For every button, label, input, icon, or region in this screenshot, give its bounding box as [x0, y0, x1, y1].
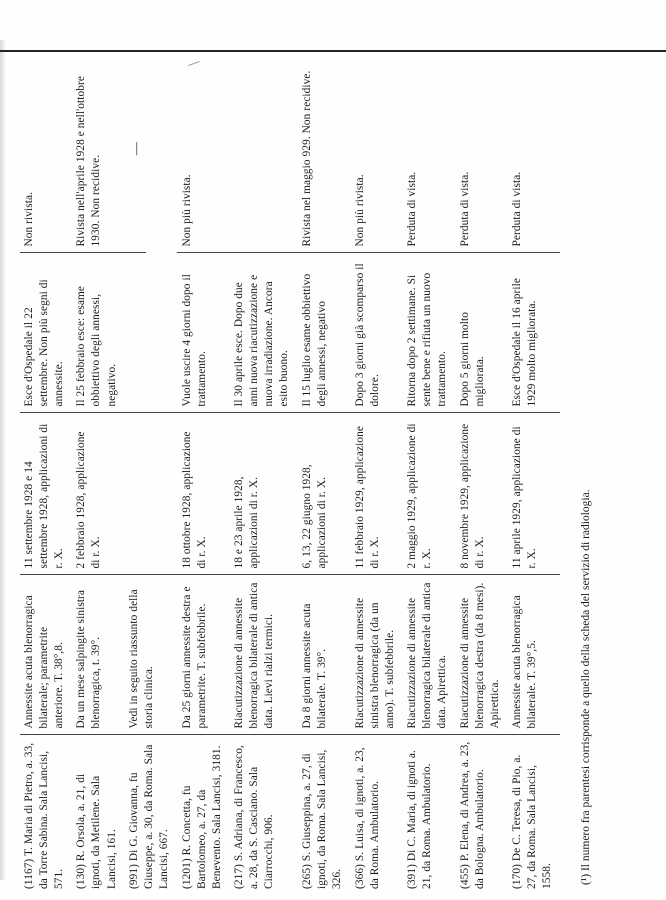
history-cell: Annessite acuta blenorragica bilaterale. T. 39°,5.: [507, 575, 560, 735]
table-row: [124, 45, 177, 895]
patient-cell: (455) P. Elena, di Andrea, a. 23, da Bologna. Ambulatorio.: [458, 741, 486, 889]
table-row: [507, 45, 560, 895]
final-result-cell: Perduta di vista.: [507, 45, 560, 253]
treatment-cell: 8 novembre 1929, applicazione di r. X.: [455, 413, 508, 575]
table-row: [229, 45, 297, 895]
table-row: [20, 45, 71, 895]
treatment-cell: 11 aprile 1929, applicazione di r. X.: [507, 413, 560, 575]
final-result-cell: —: [124, 45, 146, 253]
final-result-cell: Non rivista.: [20, 45, 71, 253]
history-cell: Da 25 giorni annessite destra e parametrite. T. subfebbrile.: [177, 575, 230, 735]
patient-cell: (991) Di G. Giovanna, fu Giuseppe, a. 30, da Roma. Sala Lancisi, 667.: [127, 744, 171, 889]
treatment-cell: 2 maggio 1929, applicazione di r. X.: [402, 413, 455, 575]
final-result-cell: Rivista nell'aprile 1928 e nell'ottobre 1930. Non recidive.: [71, 45, 124, 253]
patient-cell: (217) S. Adriana, di Francesco, a. 28, da S. Casciano. Sala Ciarrocchi, 906.: [233, 745, 276, 889]
immediate-result-cell: Esce d'Ospedale il 22 settembre. Non più segni di annessite.: [20, 253, 71, 413]
final-result-cell: Non più rivista.: [350, 45, 403, 253]
footnote: (¹) Il numero fra parentesi corrisponde a quello della scheda del servizio di radiologia.: [580, 489, 592, 885]
history-cell: Annessite acuta blenorragica bilaterale; parametrite anteriore. T. 38°,8.: [20, 575, 71, 735]
table-row: [455, 45, 508, 895]
patient-cell: (265) S. Giuseppina, a. 27, di ignoti, da Roma. Sala Lancisi, 326.: [301, 749, 344, 889]
immediate-result-cell: Ritorna dopo 2 settimane. Si sente bene e rifiuta un nuovo trattamento.: [402, 253, 455, 413]
table-row: [297, 45, 350, 895]
history-cell: Da 8 giorni annessite acuta bilaterale. T. 39°.: [297, 575, 350, 735]
history-cell: Da un mese salpingite sinistra blenorragica, t. 39°.: [71, 575, 124, 735]
table-row: [402, 45, 455, 895]
treatment-cell: 11 settembre 1928 e 14 settembre 1928, applicazioni di r. X.: [20, 413, 71, 575]
table-row: [177, 45, 230, 895]
history-cell: Vedi in seguito riassunto della storia clinica.: [124, 575, 177, 735]
treatment-cell: 6, 13, 22 giugno 1928, applicazioni di r. X.: [297, 413, 350, 575]
patient-cell: (1167) T. Maria di Pietro, a. 33, da Torre Sabina. Sala Lancisi, 571.: [23, 742, 66, 889]
patient-cell: (1201) R. Concetta, fu Bartolomeo, a. 27, da Benevento. Sala Lancisi, 3181.: [180, 745, 223, 889]
treatment-cell: 18 e 23 aprile 1928, applicazioni di r. X.: [229, 413, 297, 575]
final-result-cell: Perduta di vista.: [402, 45, 455, 253]
final-result-cell: Perduta di vista.: [455, 45, 508, 253]
patient-cell: (391) Di C. Maria, di ignoti a. 21, da Roma. Ambulatorio.: [406, 750, 434, 889]
history-cell: Riacutizzazione di annessite blenorragica bilaterale di antica data. Apirettica.: [402, 575, 455, 735]
table-row: [71, 45, 124, 895]
case-table: [20, 45, 560, 895]
final-result-cell: Rivista nel maggio 929. Non recidive.: [297, 45, 350, 253]
treatment-cell: 18 ottobre 1928, applicazione di r. X.: [177, 413, 230, 575]
final-result-cell: [229, 45, 297, 253]
immediate-result-cell: Esce d'Ospedale il 16 aprile 1929 molto migliorata.: [507, 253, 560, 413]
table-row: [350, 45, 403, 895]
treatment-cell: 11 febbraio 1929, applicazione di r. X.: [350, 413, 403, 575]
immediate-result-cell: Il 30 aprile esce. Dopo due anni nuova riacutizzazione e nuova irradiazione. Ancora esito buono.: [229, 253, 297, 413]
immediate-result-cell: Dopo 5 giorni molto migliorata.: [455, 253, 508, 413]
scan-edge-shadow: [0, 40, 6, 880]
final-result-cell: Non più rivista.: [177, 45, 230, 253]
treatment-cell: 2 febbraio 1928, applicazione di r. X.: [71, 413, 124, 575]
history-cell: Riacutizzazione di annessite blenorragica bilaterale di antica data. Lievi rialzi termici.: [229, 575, 297, 735]
treatment-cell: [124, 413, 177, 575]
immediate-result-cell: Il 25 febbraio esce: esame obbiettivo degli annessi, negativo.: [71, 253, 124, 413]
immediate-result-cell: Vuole uscire 4 giorni dopo il trattamento.: [177, 253, 230, 413]
history-cell: Riacutizzazione di annessite blenorragica destra (da 8 mesi). Apirettica.: [455, 575, 508, 735]
immediate-result-cell: Il 15 luglio esame obbiettivo degli annessi, negativo: [297, 253, 350, 413]
rotated-table-container: [20, 45, 560, 895]
immediate-result-cell: [124, 253, 177, 413]
patient-cell: (170) De C. Teresa, di Pio, a. 27, da Roma. Sala Lancisi, 1558.: [511, 754, 554, 889]
history-cell: Riacutizzazione di annessite sinistra blenorragica (da un anno). T. subfebbrile.: [350, 575, 403, 735]
patient-cell: (130) R. Orsola, a. 21, di ignoti, da Metilene. Sala Lancisi, 161.: [75, 773, 118, 889]
immediate-result-cell: Dopo 3 giorni già scomparso il dolore.: [350, 253, 403, 413]
patient-cell: (366) S. Luisa, di ignoti, a. 23, da Roma. Ambulatorio.: [353, 747, 381, 889]
